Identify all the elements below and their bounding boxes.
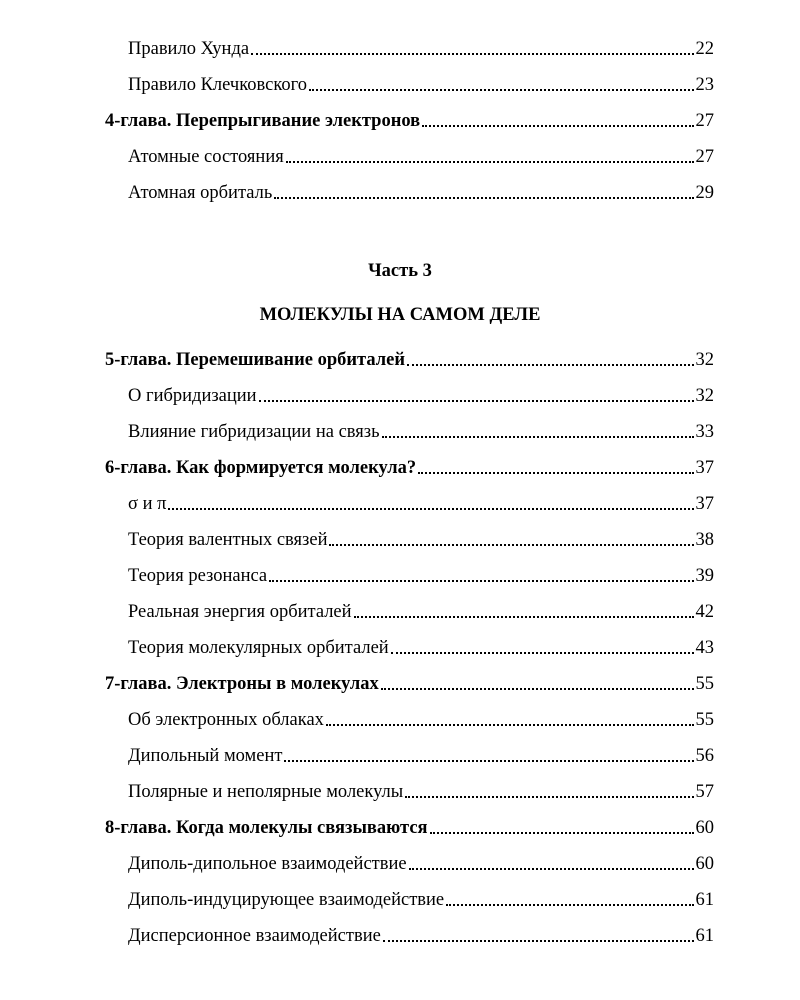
toc-entry[interactable] xyxy=(105,371,714,407)
toc-entry-page: 22 xyxy=(695,39,714,59)
dot-leader xyxy=(409,868,694,870)
toc-chapter-title: 7-глава. Электроны в молекулах xyxy=(105,674,379,694)
toc-entry[interactable] xyxy=(105,587,714,623)
dot-leader xyxy=(430,832,694,834)
toc-entry[interactable] xyxy=(105,911,714,947)
toc-entry[interactable] xyxy=(105,168,714,204)
dot-leader xyxy=(284,760,693,762)
toc-entry-page: 38 xyxy=(695,530,714,550)
toc-chapter-title: 6-глава. Как формируется молекула? xyxy=(105,458,417,478)
toc-entry-page: 32 xyxy=(695,350,714,370)
toc-section-bottom xyxy=(105,335,714,947)
toc-entry-page: 60 xyxy=(695,854,714,874)
toc-entry-title: Полярные и неполярные молекулы xyxy=(128,782,404,802)
toc-entry-page: 55 xyxy=(695,674,714,694)
toc-entry[interactable] xyxy=(105,875,714,911)
toc-entry[interactable] xyxy=(105,695,714,731)
toc-section-top xyxy=(105,24,714,204)
toc-entry-page: 27 xyxy=(695,147,714,167)
toc-entry[interactable] xyxy=(105,60,714,96)
toc-entry-page: 56 xyxy=(695,746,714,766)
toc-entry-page: 37 xyxy=(695,494,714,514)
toc-entry-page: 39 xyxy=(695,566,714,586)
toc-entry-title: Влияние гибридизации на связь xyxy=(128,422,380,442)
toc-entry-title: О гибридизации xyxy=(128,386,257,406)
dot-leader xyxy=(326,724,694,726)
toc-entry-page: 42 xyxy=(695,602,714,622)
toc-entry-page: 61 xyxy=(695,926,714,946)
dot-leader xyxy=(446,904,693,906)
toc-entry-page: 32 xyxy=(695,386,714,406)
toc-entry-page: 57 xyxy=(695,782,714,802)
toc-entry-page: 33 xyxy=(695,422,714,442)
toc-chapter-entry[interactable] xyxy=(105,803,714,839)
toc-entry-title: Дисперсионное взаимодействие xyxy=(128,926,381,946)
dot-leader xyxy=(381,688,694,690)
toc-entry[interactable] xyxy=(105,479,714,515)
dot-leader xyxy=(407,364,693,366)
dot-leader xyxy=(418,472,693,474)
toc-entry-title: σ и π xyxy=(128,494,167,514)
toc-entry[interactable] xyxy=(105,407,714,443)
toc-chapter-entry[interactable] xyxy=(105,96,714,132)
toc-entry-page: 55 xyxy=(695,710,714,730)
dot-leader xyxy=(405,796,693,798)
toc-chapter-entry[interactable] xyxy=(105,443,714,479)
toc-entry[interactable] xyxy=(105,839,714,875)
toc-entry-title: Дипольный момент xyxy=(128,746,283,766)
toc-entry-title: Реальная энергия орбиталей xyxy=(128,602,352,622)
dot-leader xyxy=(251,53,693,55)
toc-chapter-entry[interactable] xyxy=(105,335,714,371)
toc-entry-title: Теория валентных связей xyxy=(128,530,328,550)
toc-entry-title: Об электронных облаках xyxy=(128,710,324,730)
dot-leader xyxy=(354,616,694,618)
toc-chapter-entry[interactable] xyxy=(105,659,714,695)
dot-leader xyxy=(309,89,693,91)
dot-leader xyxy=(259,400,694,402)
dot-leader xyxy=(391,652,694,654)
toc-entry-title: Атомные состояния xyxy=(128,147,284,167)
toc-entry-title: Правило Хунда xyxy=(128,39,250,59)
dot-leader xyxy=(422,125,693,127)
toc-entry-page: 61 xyxy=(695,890,714,910)
toc-entry-title: Теория резонанса xyxy=(128,566,268,586)
dot-leader xyxy=(274,197,693,199)
toc-entry[interactable] xyxy=(105,731,714,767)
dot-leader xyxy=(269,580,693,582)
part-title-heading: МОЛЕКУЛЫ НА САМОМ ДЕЛЕ xyxy=(259,305,541,325)
toc-entry[interactable] xyxy=(105,551,714,587)
part-number-heading: Часть 3 xyxy=(368,261,432,281)
toc-entry-title: Правило Клечковского xyxy=(128,75,308,95)
toc-entry-page: 60 xyxy=(695,818,714,838)
toc-chapter-title: 5-глава. Перемешивание орбиталей xyxy=(105,350,406,370)
toc-entry-title: Диполь-дипольное взаимодействие xyxy=(128,854,407,874)
toc-chapter-title: 8-глава. Когда молекулы связываются xyxy=(105,818,428,838)
dot-leader xyxy=(168,508,693,510)
toc-entry-page: 23 xyxy=(695,75,714,95)
toc-entry-title: Диполь-индуцирующее взаимодействие xyxy=(128,890,445,910)
toc-entry[interactable] xyxy=(105,24,714,60)
toc-entry-page: 43 xyxy=(695,638,714,658)
dot-leader xyxy=(329,544,693,546)
toc-entry[interactable] xyxy=(105,623,714,659)
toc-entry-page: 29 xyxy=(695,183,714,203)
toc-chapter-title: 4-глава. Перепрыгивание электронов xyxy=(105,111,421,131)
toc-entry[interactable] xyxy=(105,515,714,551)
toc-entry-page: 37 xyxy=(695,458,714,478)
toc-entry-title: Атомная орбиталь xyxy=(128,183,273,203)
toc-entry[interactable] xyxy=(105,132,714,168)
dot-leader xyxy=(383,940,694,942)
toc-entry-page: 27 xyxy=(695,111,714,131)
toc-entry[interactable] xyxy=(105,767,714,803)
toc-entry-title: Теория молекулярных орбиталей xyxy=(128,638,389,658)
dot-leader xyxy=(382,436,694,438)
dot-leader xyxy=(286,161,694,163)
